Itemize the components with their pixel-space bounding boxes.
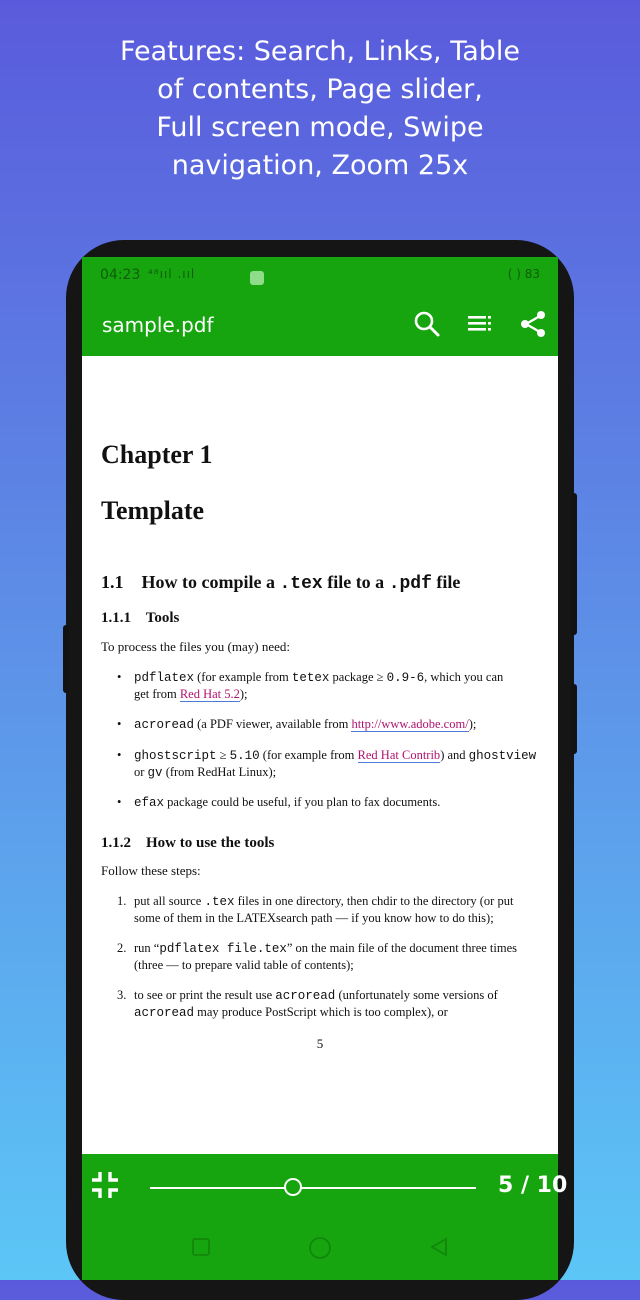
list-item bbox=[117, 940, 557, 974]
status-time: 04:23 bbox=[100, 267, 141, 283]
subsection-title: How to use the tools bbox=[146, 835, 275, 851]
body-text: ) and bbox=[440, 748, 469, 762]
subsection-heading bbox=[101, 835, 274, 852]
body-text: (from RedHat Linux); bbox=[162, 765, 277, 779]
subsection-number: 1.1.1 bbox=[101, 610, 131, 626]
code-text: gv bbox=[147, 766, 163, 780]
list-item bbox=[117, 669, 557, 703]
section-heading bbox=[101, 572, 460, 594]
list-item-text bbox=[134, 940, 564, 973]
step-number: 1. bbox=[117, 894, 127, 908]
body-text: to see or print the result use bbox=[134, 988, 276, 1002]
code-text: tetex bbox=[291, 671, 330, 685]
fullscreen-exit-icon[interactable] bbox=[88, 1168, 122, 1202]
home-icon[interactable] bbox=[308, 1236, 332, 1264]
body-text: may produce PostScript which is too complex), or bbox=[194, 1005, 448, 1019]
paragraph: To process the files you (may) need: bbox=[101, 639, 290, 654]
body-text: ); bbox=[468, 717, 477, 731]
signal-icon: ⁴⁸ııl .ııl bbox=[148, 267, 196, 281]
bullet-icon: • bbox=[117, 717, 122, 731]
body-text: (for example from bbox=[259, 748, 358, 762]
hyperlink[interactable]: Red Hat Contrib bbox=[357, 748, 441, 762]
bullet-icon: • bbox=[117, 795, 122, 809]
list-item bbox=[117, 716, 557, 734]
pdf-page[interactable] bbox=[82, 356, 558, 1154]
body-text: put all source bbox=[134, 894, 205, 908]
paragraph: Follow these steps: bbox=[101, 863, 201, 878]
body-text: or bbox=[134, 765, 148, 779]
notification-icon bbox=[250, 271, 264, 285]
code-text: acroread bbox=[275, 989, 336, 1003]
app-bar bbox=[82, 294, 558, 356]
subsection-number: 1.1.2 bbox=[101, 835, 131, 851]
body-text: files in one directory, then chdir to the directory (or put bbox=[234, 894, 514, 908]
battery-icon: ( ) 83 bbox=[507, 267, 540, 281]
subsection-title: Tools bbox=[145, 610, 180, 626]
body-text: ≥ bbox=[216, 748, 230, 762]
body-text: ); bbox=[239, 687, 248, 701]
step-number: 3. bbox=[117, 988, 127, 1002]
page-indicator: 5 / 10 bbox=[498, 1173, 568, 1198]
code-text: ghostview bbox=[468, 749, 537, 763]
code-text: 5.10 bbox=[229, 749, 260, 763]
chapter-title: Template bbox=[101, 496, 205, 525]
body-text: run “ bbox=[134, 941, 160, 955]
promo-line: Features: Search, Links, Table bbox=[119, 36, 521, 67]
list-item-text bbox=[134, 893, 564, 926]
code-text: 0.9-6 bbox=[386, 671, 425, 685]
list-item bbox=[117, 893, 557, 927]
list-item bbox=[117, 987, 557, 1021]
body-text: , which you can bbox=[424, 670, 504, 684]
promo-line: of contents, Page slider, bbox=[157, 74, 483, 105]
page-slider[interactable] bbox=[150, 1187, 476, 1189]
bottom-bar bbox=[82, 1154, 568, 1280]
body-text: (three — to prepare valid table of contents); bbox=[134, 958, 354, 972]
section-number: 1.1 bbox=[101, 572, 124, 592]
code-text: pdflatex file.tex bbox=[159, 942, 287, 956]
promo-line: Full screen mode, Swipe bbox=[156, 112, 484, 143]
body-text: (a PDF viewer, available from bbox=[194, 717, 352, 731]
code-text: acroread bbox=[134, 718, 195, 732]
body-text: (unfortunately some versions of bbox=[335, 988, 498, 1002]
share-icon[interactable] bbox=[517, 308, 549, 340]
device-screen bbox=[82, 257, 568, 1280]
list-item-text bbox=[134, 987, 564, 1021]
chapter-heading: Chapter 1 bbox=[101, 440, 213, 469]
code-text: .tex bbox=[204, 895, 235, 909]
section-text: file bbox=[431, 572, 461, 592]
code-text: acroread bbox=[134, 1006, 195, 1020]
list-item bbox=[117, 747, 557, 781]
list-item-text bbox=[134, 747, 564, 781]
back-icon[interactable] bbox=[428, 1236, 450, 1262]
subsection-heading bbox=[101, 610, 179, 627]
hyperlink[interactable]: http://www.adobe.com/ bbox=[351, 717, 469, 731]
code-text: pdflatex bbox=[134, 671, 195, 685]
promo-line: navigation, Zoom 25x bbox=[171, 150, 469, 181]
section-text: file to a bbox=[322, 572, 389, 592]
search-icon[interactable] bbox=[411, 308, 443, 340]
list-item-text bbox=[134, 716, 564, 733]
section-text: How to compile a bbox=[141, 572, 280, 592]
promo-headline bbox=[0, 33, 640, 185]
bullet-icon: • bbox=[117, 670, 122, 684]
bullet-icon: • bbox=[117, 748, 122, 762]
status-bar bbox=[82, 257, 558, 294]
side-button bbox=[571, 493, 577, 635]
body-text: some of them in the LATEXsearch path — if you know how to do this); bbox=[134, 911, 494, 925]
slider-thumb[interactable] bbox=[284, 1178, 302, 1196]
table-of-contents-icon[interactable] bbox=[464, 308, 496, 340]
hyperlink[interactable]: Red Hat 5.2 bbox=[179, 687, 240, 701]
document-title: sample.pdf bbox=[102, 313, 214, 337]
section-code: .pdf bbox=[388, 574, 432, 594]
step-number: 2. bbox=[117, 941, 127, 955]
code-text: ghostscript bbox=[134, 749, 217, 763]
body-text: get from bbox=[134, 687, 180, 701]
body-text: package could be useful, if you plan to fax documents. bbox=[164, 795, 441, 809]
recents-icon[interactable] bbox=[190, 1236, 212, 1262]
code-text: efax bbox=[134, 796, 165, 810]
body-text: package ≥ bbox=[329, 670, 387, 684]
list-item-text bbox=[134, 669, 564, 702]
page-number: 5 bbox=[316, 1036, 324, 1051]
body-text: ” on the main file of the document three times bbox=[286, 941, 518, 955]
list-item bbox=[117, 794, 557, 812]
power-button bbox=[571, 684, 577, 754]
volume-button bbox=[63, 625, 69, 693]
list-item-text bbox=[134, 794, 564, 811]
section-code: .tex bbox=[279, 574, 323, 594]
body-text: (for example from bbox=[194, 670, 292, 684]
